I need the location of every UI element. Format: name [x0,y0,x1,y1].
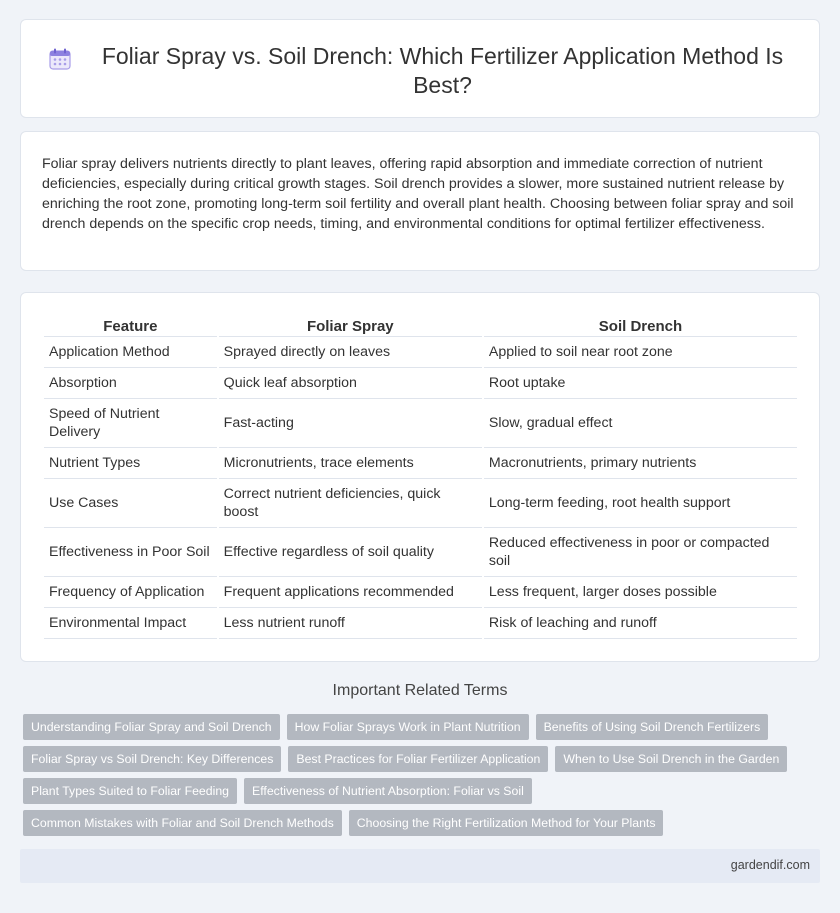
related-tag[interactable]: Common Mistakes with Foliar and Soil Drench Methods [23,810,342,836]
header-foliar-spray: Foliar Spray [219,314,482,337]
related-tag[interactable]: Foliar Spray vs Soil Drench: Key Differences [23,746,281,772]
intro-text: Foliar spray delivers nutrients directly to plant leaves, offering rapid absorption and immediate correction of nutrient deficiencies, especially during critical growth stages. Soil drench provides a slower, more sustained nutrient release by enriching the root zone, promoting long-term soil fertility and overall plant health. Choosing between foliar spray and soil drench depends on the specific crop needs, timing, and environmental conditions for optimal fertilizer effectiveness. [42,156,794,232]
table-row [44,448,797,479]
related-tag[interactable]: When to Use Soil Drench in the Garden [555,746,787,772]
table-cell: Reduced effectiveness in poor or compacted soil [484,528,797,577]
table-row [44,479,797,528]
page-title: Foliar Spray vs. Soil Drench: Which Fertilizer Application Method Is Best? [101,43,784,98]
table-cell: Quick leaf absorption [219,368,482,399]
header-feature: Feature [44,314,217,337]
table-cell: Effectiveness in Poor Soil [44,528,217,577]
footer [20,849,820,883]
table-header-row [44,314,797,337]
table-row [44,577,797,608]
table-row [44,337,797,368]
related-tag[interactable]: Choosing the Right Fertilization Method for Your Plants [349,810,664,836]
table-cell: Nutrient Types [44,448,217,479]
table-cell: Use Cases [44,479,217,528]
table-cell: Slow, gradual effect [484,399,797,448]
intro-card [20,131,820,271]
table-cell: Frequent applications recommended [219,577,482,608]
table-cell: Application Method [44,337,217,368]
related-tag[interactable]: Benefits of Using Soil Drench Fertilizers [536,714,769,740]
footer-site-link[interactable]: gardendif.com [730,858,810,872]
related-tag[interactable]: Understanding Foliar Spray and Soil Drench [23,714,280,740]
table-cell: Micronutrients, trace elements [219,448,482,479]
table-cell: Less frequent, larger doses possible [484,577,797,608]
table-cell: Applied to soil near root zone [484,337,797,368]
table-row [44,528,797,577]
comparison-card [20,292,820,662]
table-row [44,368,797,399]
comparison-table [42,314,799,639]
related-terms-title: Important Related Terms [332,682,508,699]
related-tag[interactable]: Best Practices for Foliar Fertilizer Application [288,746,548,772]
related-terms-tags [23,714,823,842]
table-cell: Environmental Impact [44,608,217,639]
table-cell: Fast-acting [219,399,482,448]
table-cell: Macronutrients, primary nutrients [484,448,797,479]
table-cell: Risk of leaching and runoff [484,608,797,639]
table-row [44,399,797,448]
table-cell: Root uptake [484,368,797,399]
table-cell: Speed of Nutrient Delivery [44,399,217,448]
table-cell: Effective regardless of soil quality [219,528,482,577]
header-soil-drench: Soil Drench [484,314,797,337]
table-cell: Absorption [44,368,217,399]
table-cell: Frequency of Application [44,577,217,608]
related-tag[interactable]: Effectiveness of Nutrient Absorption: Foliar vs Soil [244,778,532,804]
table-cell: Sprayed directly on leaves [219,337,482,368]
table-cell: Less nutrient runoff [219,608,482,639]
table-row [44,608,797,639]
related-tag[interactable]: How Foliar Sprays Work in Plant Nutrition [287,714,529,740]
table-cell: Long-term feeding, root health support [484,479,797,528]
related-tag[interactable]: Plant Types Suited to Foliar Feeding [23,778,237,804]
header-card [20,19,820,118]
table-cell: Correct nutrient deficiencies, quick boost [219,479,482,528]
